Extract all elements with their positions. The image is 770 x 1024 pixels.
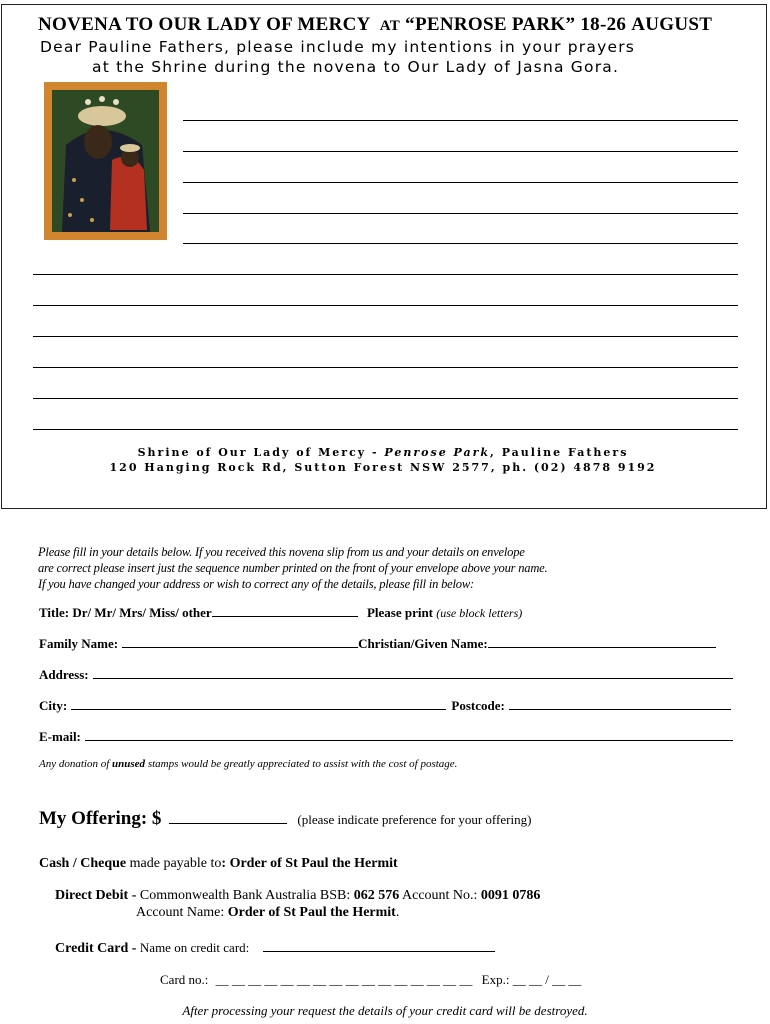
intention-line[interactable] xyxy=(33,274,738,275)
intention-line[interactable] xyxy=(33,336,738,337)
intention-line[interactable] xyxy=(33,429,738,430)
offering-amount-field[interactable] xyxy=(169,822,287,824)
intention-line[interactable] xyxy=(33,367,738,368)
email-row: E-mail: xyxy=(39,729,733,745)
postcode-field[interactable] xyxy=(509,708,731,710)
address-row: Address: xyxy=(39,667,733,683)
credit-card-row: Credit Card - Name on credit card: xyxy=(55,940,495,957)
card-name-field[interactable] xyxy=(263,950,495,952)
address-field[interactable] xyxy=(93,677,733,679)
direct-debit-row: Direct Debit - Commonwealth Bank Australia BSB: 062 576 Account No.: 0091 0786 xyxy=(55,888,541,903)
donation-note: Any donation of unused stamps would be greatly appreciated to assist with the cost of postage. xyxy=(39,758,458,770)
intention-line[interactable] xyxy=(183,213,738,214)
title-field[interactable] xyxy=(212,615,358,617)
madonna-icon xyxy=(44,82,167,240)
shrine-name: Shrine of Our Lady of Mercy - Penrose Park, Pauline Fathers xyxy=(137,446,629,459)
intention-line[interactable] xyxy=(183,182,738,183)
offering-row: My Offering: $ (please indicate preference for your offering) xyxy=(39,808,532,829)
intention-line[interactable] xyxy=(183,151,738,152)
cash-row: Cash / Cheque made payable to: Order of St Paul the Hermit xyxy=(39,856,398,871)
intention-line[interactable] xyxy=(183,120,738,121)
account-name-row: Account Name: Order of St Paul the Hermit. xyxy=(136,905,400,920)
email-field[interactable] xyxy=(85,739,733,741)
title-row: Title: Dr/ Mr/ Mrs/ Miss/ other Please print (use block letters) xyxy=(39,605,523,620)
family-name-field[interactable] xyxy=(122,646,358,648)
card-number-row: Card no.: __ __ __ __ __ __ __ __ __ __ __ __ __ __ __ __ Exp.: __ __ / __ __ xyxy=(160,972,582,987)
shrine-address: 120 Hanging Rock Rd, Sutton Forest NSW 2577, ph. (02) 4878 9192 xyxy=(109,461,657,474)
instructions-line: are correct please insert just the sequence number printed on the front of your envelope above your name. xyxy=(38,561,548,575)
instructions-line: Please fill in your details below. If you received this novena slip from us and your details on envelope xyxy=(38,545,525,559)
dear-line-2: at the Shrine during the novena to Our Lady of Jasna Gora. xyxy=(92,58,620,76)
dear-line-1: Dear Pauline Fathers, please include my intentions in your prayers xyxy=(40,38,636,56)
given-name-field[interactable] xyxy=(488,646,716,648)
instructions-line: If you have changed your address or wish to correct any of the details, please fill in below: xyxy=(38,577,474,591)
slip-title: NOVENA TO OUR LADY OF MERCY AT “PENROSE PARK” 18-26 AUGUST xyxy=(38,14,713,35)
novena-slip xyxy=(1,4,767,509)
card-number-field[interactable]: __ __ __ __ __ __ __ __ __ __ __ __ __ __ __ __ xyxy=(215,972,473,987)
name-row: Family Name: Christian/Given Name: xyxy=(39,636,716,652)
destroy-note: After processing your request the details of your credit card will be destroyed. xyxy=(182,1003,588,1018)
expiry-field[interactable]: __ __ / __ __ xyxy=(512,972,582,987)
city-field[interactable] xyxy=(71,708,446,710)
intention-line[interactable] xyxy=(33,398,738,399)
city-row: City: Postcode: xyxy=(39,698,731,714)
intention-line[interactable] xyxy=(183,243,738,244)
intention-line[interactable] xyxy=(33,305,738,306)
